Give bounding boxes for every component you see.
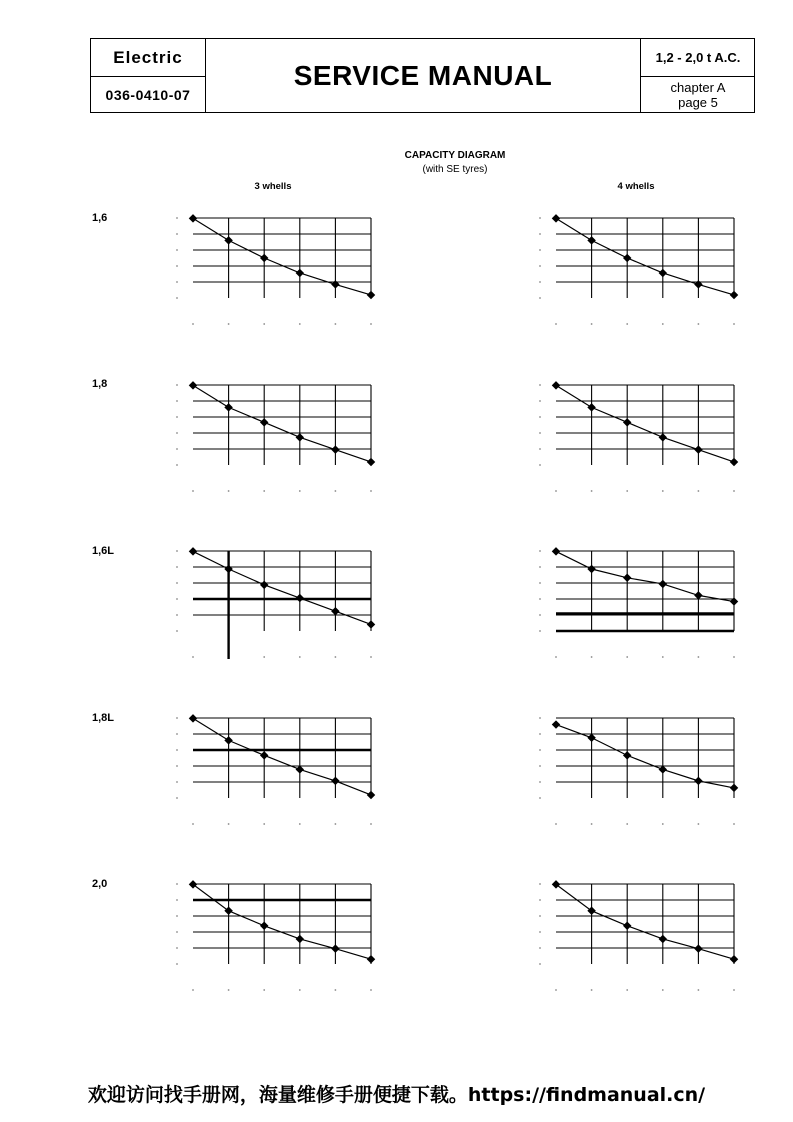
axis-tick-mark <box>176 249 178 251</box>
axis-tick-mark <box>176 931 178 933</box>
row-label: 2,0 <box>92 878 108 890</box>
data-point <box>659 269 667 277</box>
data-point <box>296 594 304 602</box>
row-label: 1,8L <box>92 712 115 724</box>
axis-tick-mark <box>263 656 265 658</box>
axis-tick-mark <box>176 781 178 783</box>
axis-tick-mark <box>370 989 372 991</box>
axis-tick-mark <box>335 823 337 825</box>
axis-tick-mark <box>539 630 541 632</box>
axis-tick-mark <box>591 823 593 825</box>
axis-tick-mark <box>539 416 541 418</box>
axis-tick-mark <box>370 323 372 325</box>
axis-tick-mark <box>539 281 541 283</box>
axis-tick-mark <box>176 630 178 632</box>
axis-tick-mark <box>192 656 194 658</box>
axis-tick-mark <box>539 384 541 386</box>
data-point <box>224 907 232 915</box>
row-label: 1,8 <box>92 378 108 390</box>
brand-name: Electric <box>113 47 183 67</box>
row-label: 1,6 <box>92 212 108 224</box>
axis-tick-mark <box>626 323 628 325</box>
axis-tick-mark <box>539 566 541 568</box>
axis-tick-mark <box>263 323 265 325</box>
data-point <box>189 880 197 888</box>
data-point <box>552 547 560 555</box>
axis-tick-mark <box>299 656 301 658</box>
axis-tick-mark <box>698 823 700 825</box>
data-point <box>587 734 595 742</box>
axis-tick-mark <box>335 490 337 492</box>
data-point <box>260 254 268 262</box>
axis-tick-mark <box>539 217 541 219</box>
diagram-title: CAPACITY DIAGRAM <box>404 150 506 161</box>
data-point <box>587 403 595 411</box>
axis-tick-mark <box>698 490 700 492</box>
data-point <box>552 720 560 728</box>
data-point <box>331 445 339 453</box>
axis-tick-mark <box>539 582 541 584</box>
data-point <box>367 620 375 628</box>
data-point <box>659 433 667 441</box>
axis-tick-mark <box>591 323 593 325</box>
axis-tick-mark <box>228 323 230 325</box>
data-point <box>367 791 375 799</box>
model-range: 1,2 - 2,0 t A.C. <box>655 50 741 65</box>
document-number: 036-0410-07 <box>105 87 191 103</box>
axis-tick-mark <box>539 797 541 799</box>
data-point <box>730 784 738 792</box>
data-point <box>260 581 268 589</box>
axis-tick-mark <box>733 323 735 325</box>
data-point <box>189 714 197 722</box>
axis-tick-mark <box>176 233 178 235</box>
axis-tick-mark <box>176 448 178 450</box>
axis-tick-mark <box>192 823 194 825</box>
data-point <box>694 445 702 453</box>
axis-tick-mark <box>176 947 178 949</box>
capacity-curve <box>556 218 734 295</box>
axis-tick-mark <box>539 249 541 251</box>
axis-tick-mark <box>176 400 178 402</box>
column-title-3-wheels: 3 whells <box>254 181 292 192</box>
axis-tick-mark <box>539 464 541 466</box>
axis-tick-mark <box>228 823 230 825</box>
axis-tick-mark <box>176 217 178 219</box>
data-point <box>296 269 304 277</box>
axis-tick-mark <box>176 765 178 767</box>
data-point <box>260 922 268 930</box>
axis-tick-mark <box>539 899 541 901</box>
axis-tick-mark <box>733 656 735 658</box>
axis-tick-mark <box>539 883 541 885</box>
axis-tick-mark <box>539 297 541 299</box>
axis-tick-mark <box>263 989 265 991</box>
axis-tick-mark <box>176 550 178 552</box>
row-label: 1,6L <box>92 545 115 557</box>
axis-tick-mark <box>591 989 593 991</box>
axis-tick-mark <box>539 265 541 267</box>
axis-tick-mark <box>299 490 301 492</box>
axis-tick-mark <box>626 989 628 991</box>
axis-tick-mark <box>192 989 194 991</box>
data-point <box>587 236 595 244</box>
axis-tick-mark <box>192 323 194 325</box>
axis-tick-mark <box>370 490 372 492</box>
axis-tick-mark <box>539 963 541 965</box>
axis-tick-mark <box>176 582 178 584</box>
data-point <box>623 418 631 426</box>
axis-tick-mark <box>176 915 178 917</box>
axis-tick-mark <box>263 823 265 825</box>
column-title-4-wheels: 4 whells <box>617 181 655 192</box>
data-point <box>730 291 738 299</box>
axis-tick-mark <box>626 823 628 825</box>
data-point <box>623 254 631 262</box>
axis-tick-mark <box>539 915 541 917</box>
capacity-curve <box>556 385 734 462</box>
axis-tick-mark <box>299 323 301 325</box>
data-point <box>623 574 631 582</box>
data-point <box>623 922 631 930</box>
axis-tick-mark <box>733 823 735 825</box>
axis-tick-mark <box>176 598 178 600</box>
page-label: page 5 <box>678 95 718 110</box>
axis-tick-mark <box>539 233 541 235</box>
axis-tick-mark <box>539 749 541 751</box>
capacity-curve <box>193 385 371 462</box>
data-point <box>623 751 631 759</box>
axis-tick-mark <box>539 614 541 616</box>
axis-tick-mark <box>698 989 700 991</box>
axis-tick-mark <box>176 733 178 735</box>
axis-tick-mark <box>662 490 664 492</box>
data-point <box>694 591 702 599</box>
data-point <box>224 565 232 573</box>
axis-tick-mark <box>733 490 735 492</box>
data-point <box>331 944 339 952</box>
axis-tick-mark <box>662 656 664 658</box>
axis-tick-mark <box>539 947 541 949</box>
axis-tick-mark <box>539 598 541 600</box>
axis-tick-mark <box>176 432 178 434</box>
axis-tick-mark <box>539 550 541 552</box>
capacity-curve <box>556 551 734 601</box>
axis-tick-mark <box>176 883 178 885</box>
axis-tick-mark <box>176 963 178 965</box>
data-point <box>331 777 339 785</box>
axis-tick-mark <box>335 656 337 658</box>
data-point <box>367 291 375 299</box>
data-point <box>694 944 702 952</box>
capacity-curve <box>193 551 371 624</box>
axis-tick-mark <box>555 989 557 991</box>
axis-tick-mark <box>539 931 541 933</box>
data-point <box>224 236 232 244</box>
data-point <box>552 214 560 222</box>
axis-tick-mark <box>662 989 664 991</box>
axis-tick-mark <box>176 717 178 719</box>
data-point <box>587 907 595 915</box>
data-point <box>224 403 232 411</box>
capacity-curve <box>193 718 371 795</box>
data-point <box>296 433 304 441</box>
axis-tick-mark <box>591 490 593 492</box>
data-point <box>659 935 667 943</box>
data-point <box>189 547 197 555</box>
axis-tick-mark <box>176 566 178 568</box>
data-point <box>189 214 197 222</box>
footer-banner: 欢迎访问找手册网，海量维修手册便捷下载。https://findmanual.cn/ <box>87 1084 706 1106</box>
axis-tick-mark <box>299 823 301 825</box>
axis-tick-mark <box>555 656 557 658</box>
data-point <box>730 458 738 466</box>
axis-tick-mark <box>176 899 178 901</box>
diagram-subtitle: (with SE tyres) <box>422 164 488 175</box>
chapter-label: chapter A <box>670 80 726 95</box>
axis-tick-mark <box>539 781 541 783</box>
axis-tick-mark <box>539 432 541 434</box>
axis-tick-mark <box>263 490 265 492</box>
axis-tick-mark <box>626 656 628 658</box>
data-point <box>694 777 702 785</box>
data-point <box>367 458 375 466</box>
axis-tick-mark <box>228 989 230 991</box>
data-point <box>552 381 560 389</box>
data-point <box>296 935 304 943</box>
axis-tick-mark <box>555 490 557 492</box>
axis-tick-mark <box>176 416 178 418</box>
data-point <box>587 565 595 573</box>
axis-tick-mark <box>176 281 178 283</box>
data-point <box>331 607 339 615</box>
axis-tick-mark <box>555 323 557 325</box>
axis-tick-mark <box>176 384 178 386</box>
axis-tick-mark <box>176 297 178 299</box>
axis-tick-mark <box>662 323 664 325</box>
axis-tick-mark <box>539 448 541 450</box>
axis-tick-mark <box>370 823 372 825</box>
axis-tick-mark <box>228 490 230 492</box>
axis-tick-mark <box>626 490 628 492</box>
data-point <box>552 880 560 888</box>
data-point <box>659 580 667 588</box>
data-point <box>224 736 232 744</box>
axis-tick-mark <box>176 614 178 616</box>
data-point <box>260 418 268 426</box>
axis-tick-mark <box>335 323 337 325</box>
axis-tick-mark <box>539 400 541 402</box>
axis-tick-mark <box>555 823 557 825</box>
manual-title: SERVICE MANUAL <box>293 60 553 91</box>
axis-tick-mark <box>698 323 700 325</box>
axis-tick-mark <box>299 989 301 991</box>
axis-tick-mark <box>539 765 541 767</box>
capacity-curve <box>193 218 371 295</box>
data-point <box>730 955 738 963</box>
data-point <box>331 280 339 288</box>
data-point <box>694 280 702 288</box>
axis-tick-mark <box>591 656 593 658</box>
axis-tick-mark <box>539 733 541 735</box>
axis-tick-mark <box>176 749 178 751</box>
axis-tick-mark <box>192 490 194 492</box>
axis-tick-mark <box>733 989 735 991</box>
data-point <box>367 955 375 963</box>
axis-tick-mark <box>335 989 337 991</box>
data-point <box>189 381 197 389</box>
axis-tick-mark <box>176 797 178 799</box>
axis-tick-mark <box>370 656 372 658</box>
axis-tick-mark <box>176 265 178 267</box>
axis-tick-mark <box>662 823 664 825</box>
data-point <box>260 751 268 759</box>
axis-tick-mark <box>176 464 178 466</box>
axis-tick-mark <box>698 656 700 658</box>
axis-tick-mark <box>539 717 541 719</box>
